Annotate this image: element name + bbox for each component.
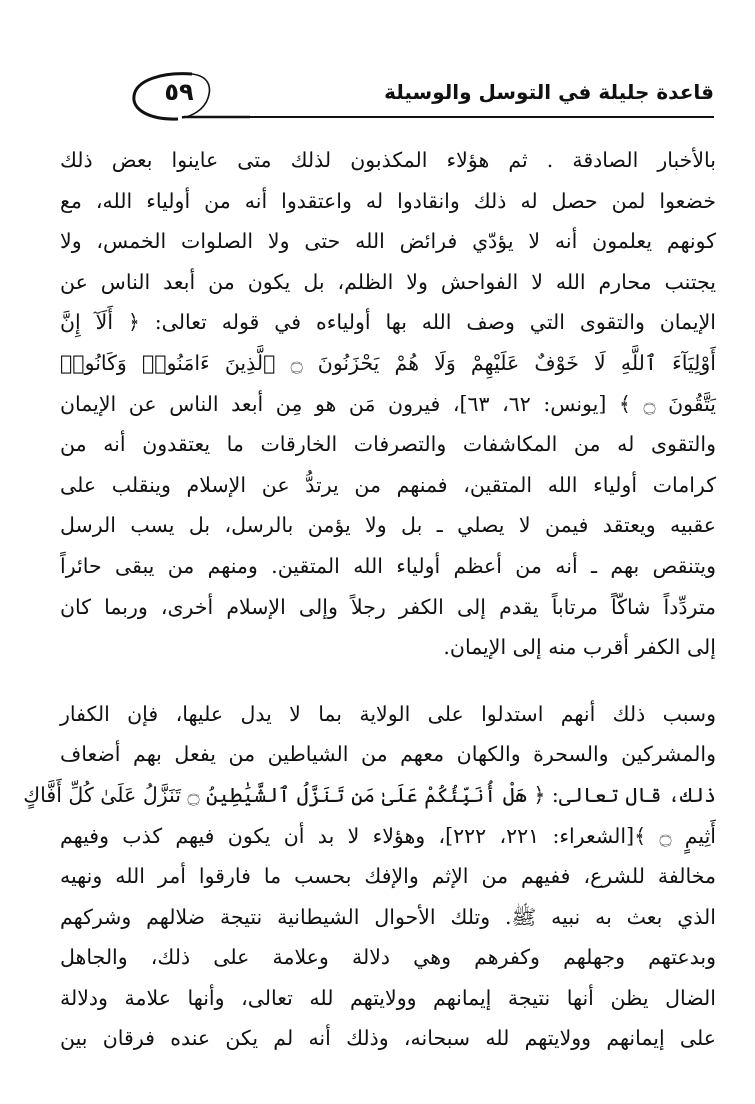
text-line: وسبب ذلك أنهم استدلوا على الولاية بما لا يدل عليها، فإن الكفار: [60, 701, 717, 726]
text-line: كرامات أولياء الله المتقين، فمنهم من يرتدُّ عن الإسلام وينقلب على: [60, 472, 716, 497]
text-line: إلى الكفر أقرب منه إلى الإيمان.: [443, 635, 716, 660]
text-line: كونهم يعلمون أنه لا يؤدّي فرائض الله حتى ولا الصلوات الخمس، ولا: [60, 229, 716, 254]
text-line: ويتنقص بهم ـ أنه من أعظم أولياء الله المتقين. ومنهم من يبقى حائراً: [60, 553, 716, 578]
page-number-badge: [122, 68, 252, 122]
text-line: مخالفة للشرع، ففيهم من الإثم والإفك بحسب ما فارقوا أمر الله ونهيه: [60, 864, 716, 889]
text-line: الإيمان والتقوى التي وصف الله بها أولياءه في قوله تعالى: ﴿ أَلَآ إِنَّ: [60, 310, 716, 335]
text-line: خضعوا لمن حصل له ذلك وانقادوا له واعتقدوا أنه من أولياء الله، مع: [60, 188, 716, 213]
text-line: يَتَّقُونَ ۝ ﴾ [يونس: ٦٢، ٦٣]، فيرون مَن هو مِن أبعد الناس عن الإيمان: [60, 391, 716, 416]
page-number: ٥٩: [164, 78, 194, 106]
text-line: متردِّداً شاكّاً مرتاباً يقدم إلى الكفر رجلاً وإلى الإسلام أخرى، وربما كان: [60, 594, 716, 619]
text-line: الذي بعث به نبيه ﷺ. وتلك الأحوال الشيطانية نتيجة ضلالهم وشركهم: [60, 904, 716, 929]
quran-verse-line: أَوْلِيَآءَ ٱللَّهِ لَا خَوْفٌ عَلَيْهِمْ وَلَا هُمْ يَحْزَنُونَ ۝ ٱلَّذِينَ ءَامَنُوا۟ وَكَانُوا۟: [60, 350, 716, 375]
paragraph-2: [23, 694, 717, 1059]
text-line: والمشركين والسحرة والكهان معهم من الشياطين من يفعل بهم أضعاف: [60, 742, 716, 767]
text-line: على إيمانهم وولايتهم لله سبحانه، وذلك أنه لم يكن عنده فرقان بين: [60, 1026, 716, 1051]
body-text: [23, 140, 717, 1059]
paragraph-1: [60, 140, 716, 668]
paragraph-spacer: [60, 668, 716, 694]
text-line: وبدعتهم وجهلهم وكفرهم وهي دلالة وعلامة على ذلك، والجاهل: [60, 945, 716, 970]
text-line: أَثِيمٍ ۝ ﴾[الشعراء: ٢٢١، ٢٢٢]، وهؤلاء لا بد أن يكون فيهم كذب وفيهم: [60, 823, 716, 848]
text-line: والتقوى له من المكاشفات والتصرفات الخارقات ما يعتقدون أنه من: [60, 432, 716, 457]
header-rule: [182, 116, 714, 118]
text-line: يجتنب محارم الله لا الفواحش ولا الظلم، بل يكون من أبعد الناس عن: [60, 269, 716, 294]
quran-verse-line: ذلك، قال تعالى: ﴿ هَلْ أُنَبِّئُكُمْ عَلَىٰ مَن تَنَزَّلُ ٱلشَّيَٰطِينُ ۝ تَنَزَّلُ عَلَىٰ كُلِّ أَفَّاكٍ: [23, 782, 716, 807]
text-line: الضال يظن أنها نتيجة إيمانهم وولايتهم لله تعالى، وأنها علامة ودلالة: [60, 985, 716, 1010]
text-line: عقبيه ويعتقد فيمن لا يصلي ـ بل ولا يؤمن بالرسل، بل يسب الرسل: [60, 513, 716, 538]
text-line: بالأخبار الصادقة . ثم هؤلاء المكذبون لذلك متى عاينوا بعض ذلك: [60, 148, 716, 172]
running-header-title: قاعدة جليلة في التوسل والوسيلة: [384, 80, 714, 104]
page-header: [62, 66, 714, 126]
